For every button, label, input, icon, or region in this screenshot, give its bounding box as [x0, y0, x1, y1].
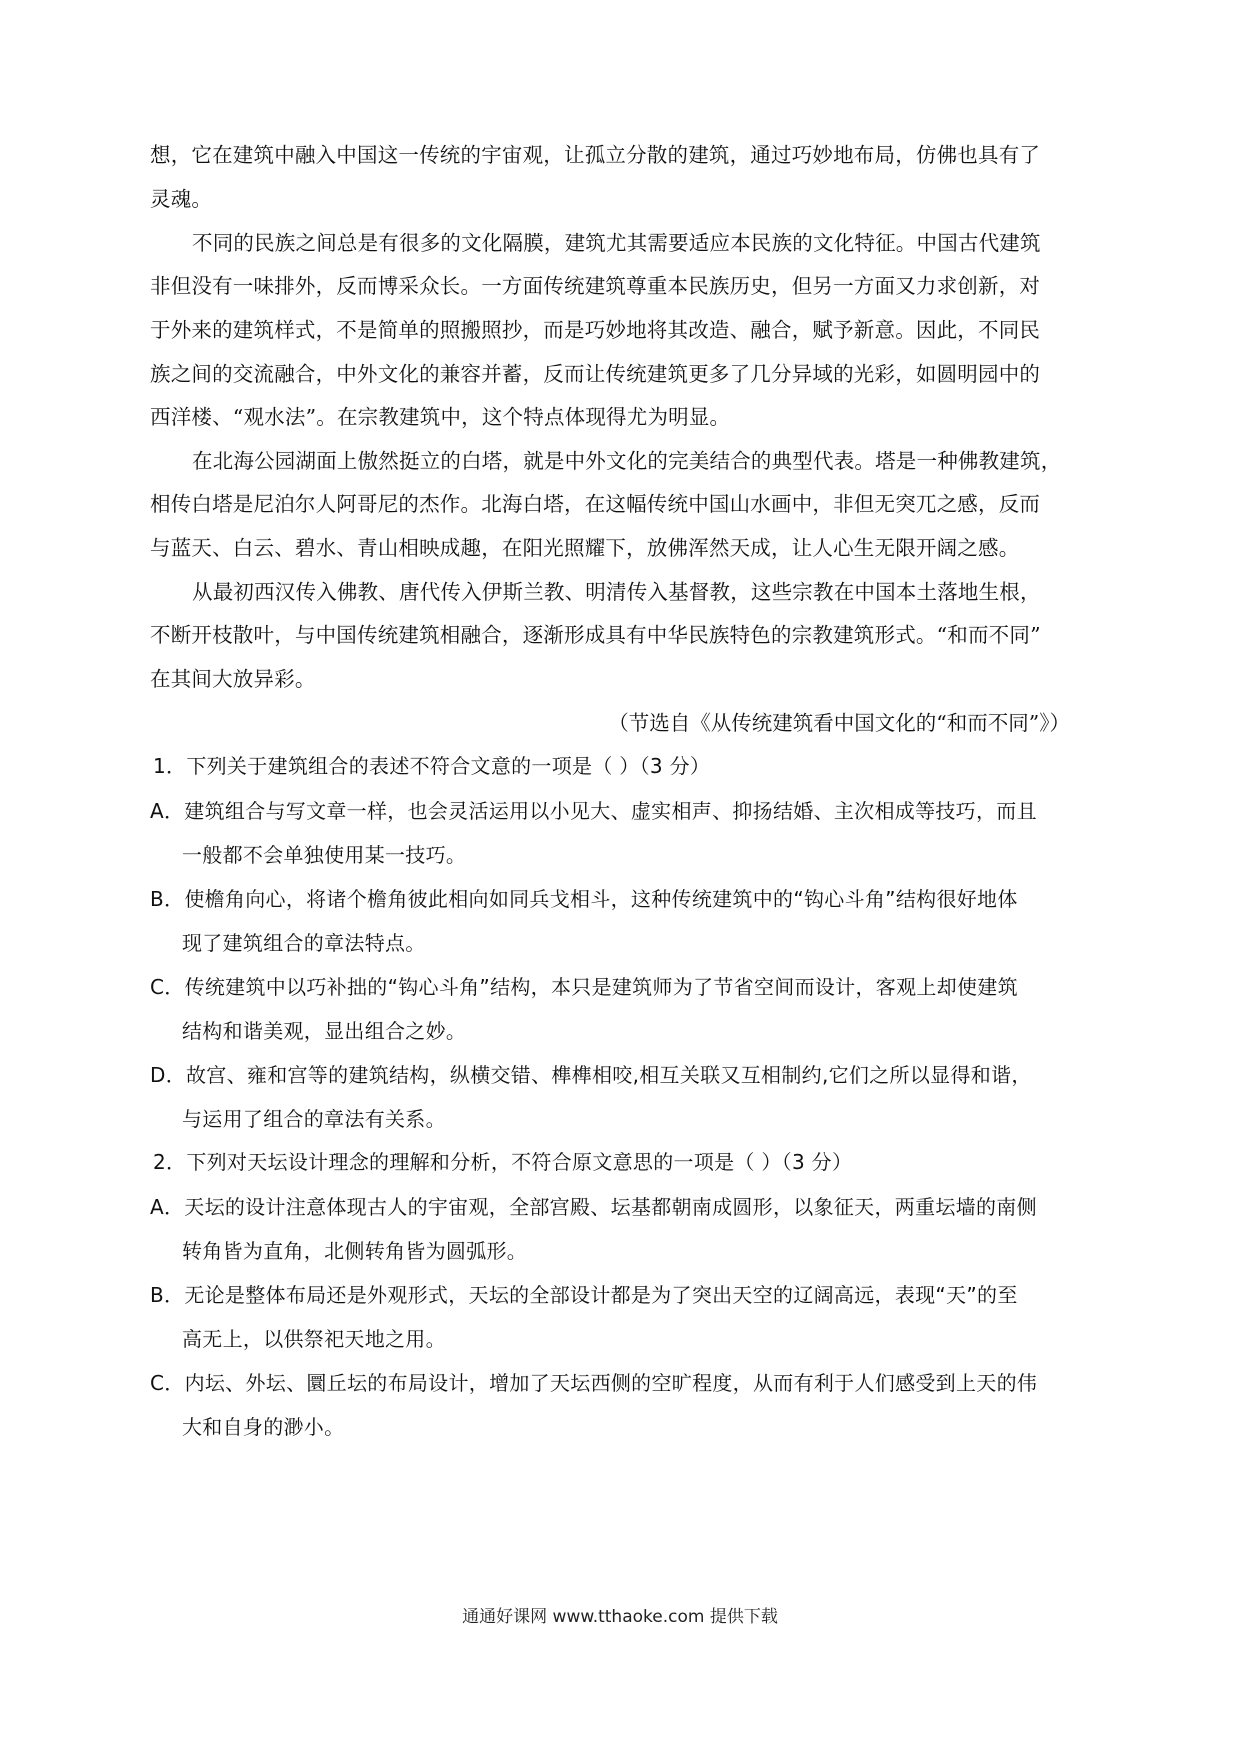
- page-footer: 通通好课网 www.tthaoke.com 提供下载: [462, 1607, 778, 1627]
- question-option-c-continued: 结构和谐美观，显出组合之妙。: [182, 1019, 467, 1043]
- question-option-b: B．无论是整体布局还是外观形式，天坛的全部设计都是为了突出天空的辽阔高远，表现“天”的至: [150, 1283, 1018, 1307]
- question-option-c: C．传统建筑中以巧补拙的“钩心斗角”结构，本只是建筑师为了节省空间而设计，客观上却使建筑: [150, 975, 1018, 999]
- passage-line: 不断开枝散叶，与中国传统建筑相融合，逐渐形成具有中华民族特色的宗教建筑形式。“和而不同”: [150, 623, 1041, 647]
- question-option-c: C．内坛、外坛、圜丘坛的布局设计，增加了天坛西侧的空旷程度，从而有利于人们感受到上天的伟: [150, 1371, 1038, 1395]
- question-stem: 2．下列对天坛设计理念的理解和分析，不符合原文意思的一项是（ ）（3 分）: [153, 1150, 853, 1174]
- question-option-a: A．建筑组合与写文章一样，也会灵活运用以小见大、虚实相声、抑扬结婚、主次相成等技巧，而且: [150, 799, 1037, 823]
- question-option-b: B．使檐角向心，将诸个檐角彼此相向如同兵戈相斗，这种传统建筑中的“钩心斗角”结构很好地体: [150, 887, 1018, 911]
- question-option-d-continued: 与运用了组合的章法有关系。: [182, 1107, 446, 1131]
- question-option-c-continued: 大和自身的渺小。: [182, 1415, 345, 1439]
- passage-line: 相传白塔是尼泊尔人阿哥尼的杰作。北海白塔，在这幅传统中国山水画中，非但无突兀之感，反而: [150, 492, 1041, 516]
- question-option-a: A．天坛的设计注意体现古人的宇宙观，全部宫殿、坛基都朝南成圆形，以象征天，两重坛墙的南侧: [150, 1195, 1037, 1219]
- question-option-a-continued: 转角皆为直角，北侧转角皆为圆弧形。: [182, 1239, 528, 1263]
- passage-line: 西洋楼、“观水法”。在宗教建筑中，这个特点体现得尤为明显。: [150, 405, 731, 429]
- question-option-b-continued: 现了建筑组合的章法特点。: [182, 931, 426, 955]
- passage-line: 不同的民族之间总是有很多的文化隔膜，建筑尤其需要适应本民族的文化特征。中国古代建筑: [192, 231, 1041, 255]
- passage-line: 从最初西汉传入佛教、唐代传入伊斯兰教、明清传入基督教，这些宗教在中国本土落地生根，: [192, 580, 1041, 604]
- question-option-b-continued: 高无上，以供祭祀天地之用。: [182, 1327, 446, 1351]
- passage-line: 在北海公园湖面上傲然挺立的白塔，就是中外文化的完美结合的典型代表。塔是一种佛教建筑，: [192, 449, 1062, 473]
- passage-line: 于外来的建筑样式，不是简单的照搬照抄，而是巧妙地将其改造、融合，赋予新意。因此，不同民: [150, 318, 1041, 342]
- passage-line: 族之间的交流融合，中外文化的兼容并蓄，反而让传统建筑更多了几分异域的光彩，如圆明园中的: [150, 362, 1041, 386]
- question-stem: 1．下列关于建筑组合的表述不符合文意的一项是（ ）（3 分）: [153, 754, 711, 778]
- question-option-a-continued: 一般都不会单独使用某一技巧。: [182, 843, 467, 867]
- question-option-d: D．故宫、雍和宫等的建筑结构，纵横交错、榫榫相咬,相互关联又互相制约,它们之所以显得和谐，: [150, 1063, 1032, 1087]
- passage-line: 与蓝天、白云、碧水、青山相映成趣，在阳光照耀下，放佛浑然天成，让人心生无限开阔之感。: [150, 536, 1020, 560]
- passage-line: 非但没有一味排外，反而博采众长。一方面传统建筑尊重本民族历史，但另一方面又力求创新，对: [150, 274, 1041, 298]
- passage-source: （节选自《从传统建筑看中国文化的“和而不同”》）: [608, 711, 1070, 735]
- passage-line: 在其间大放异彩。: [150, 667, 316, 691]
- passage-line: 灵魂。: [150, 187, 213, 211]
- passage-line: 想，它在建筑中融入中国这一传统的宇宙观，让孤立分散的建筑，通过巧妙地布局，仿佛也具有了: [150, 143, 1041, 167]
